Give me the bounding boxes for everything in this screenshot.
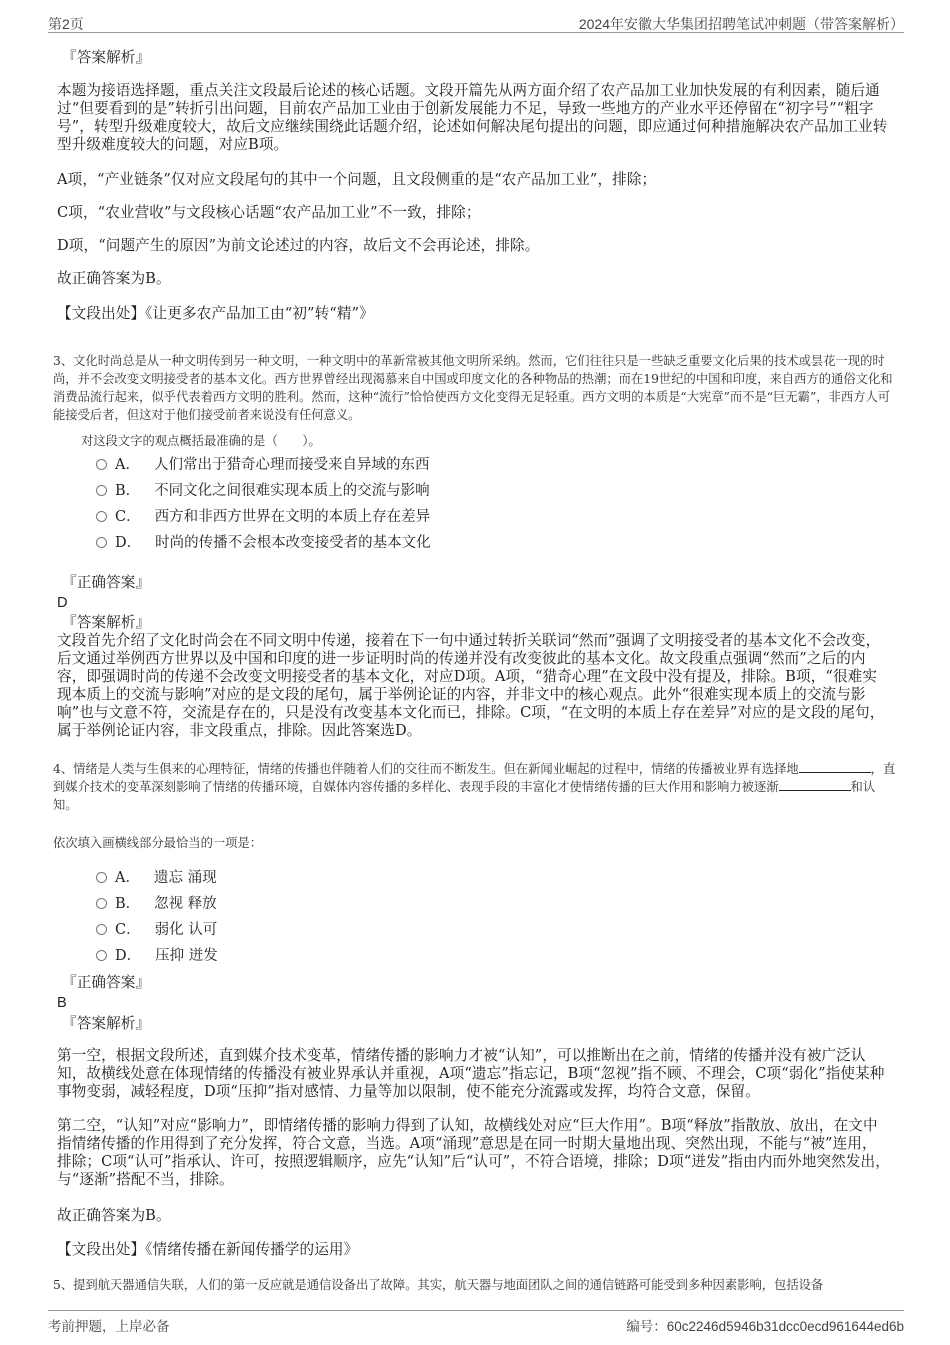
- radio-button-icon[interactable]: [96, 898, 107, 909]
- q3-question: 对这段文字的观点概括最准确的是（ ）。: [81, 434, 321, 448]
- q4-option-d[interactable]: D． 压抑 迸发: [96, 946, 218, 966]
- radio-button-icon[interactable]: [96, 459, 107, 470]
- document-title: 2024年安徽大华集团招聘笔试冲刺题（带答案解析）: [578, 16, 904, 32]
- q4-option-c[interactable]: C． 弱化 认可: [96, 920, 217, 940]
- q3-analysis: 文段首先介绍了文化时尚会在不同文明中传递，接着在下一句中通过转折关联词“然而”强调了文明接受者的基本文化不会改变，后文通过举例西方世界以及中国和印度的进一步证明时尚的传递并没有改变彼此的基本文化。故文段重点强调“然而”之后的内容，即强调时尚的传递不会改变文明接受者的基本文化，对应D项。A项，“猎奇心理”在文段中没有提及，排除。B项，“很难实现本质上的交流与影响”对应的是文段的尾句，属于举例论证的内容，并非文中的核心观点。此外“很难实现本质上的交流与影响”也与文意不符，交流是存在的，只是没有改变基本文化而已，排除。C项，“在文明的本质上存在差异”对应的是文段的尾句，属于举例论证内容，非文段重点，排除。因此答案选D。: [57, 632, 885, 739]
- q4-option-a[interactable]: A． 遗忘 涌现: [96, 868, 217, 888]
- q4-source: 【文段出处】《情绪传播在新闻传播学的运用》: [57, 1241, 359, 1258]
- q2-analysis-label: 『答案解析』: [62, 49, 151, 66]
- q4-stem: 4、情绪是人类与生俱来的心理特征，情绪的传播也伴随着人们的交往而不断发生。但在新闻业崛起的过程中，情绪的传播被业界有选择地 ，直到媒介技术的变革深刻影响了情绪的传播环境，自媒体内容传播的多样化、表现手段的丰富化才使情绪传播的巨大作用和影响力被逐渐 和认知。: [53, 762, 896, 812]
- q3-option-d[interactable]: D． 时尚的传播不会根本改变接受者的基本文化: [96, 533, 431, 553]
- q3-option-c[interactable]: C． 西方和非西方世界在文明的本质上存在差异: [96, 507, 430, 527]
- radio-button-icon[interactable]: [96, 924, 107, 935]
- q4-analysis-label: 『答案解析』: [62, 1015, 151, 1032]
- q4-answer: B: [57, 995, 67, 1011]
- q4-question: 依次填入画横线部分最恰当的一项是：: [53, 836, 263, 850]
- q3-option-b[interactable]: B． 不同文化之间很难实现本质上的交流与影响: [96, 481, 430, 501]
- q4-analysis-blank-1: 第一空，根据文段所述，直到媒介技术变革，情绪传播的影响力才被“认知”，可以推断出在之前，情绪的传播并没有被广泛认知，故横线处意在体现情绪的传播没有被业界承认并重视，A项“遗忘”指忘记，B项“忽视”指不顾、不理会，C项“弱化”指使某种事物变弱，减轻程度，D项“压抑”指对感情、力量等加以限制，使不能充分流露或发挥，均符合文意，保留。: [57, 1047, 885, 1100]
- q3-answer: D: [57, 595, 68, 611]
- q3-analysis-label: 『答案解析』: [62, 614, 151, 631]
- q3-stem: 3、文化时尚总是从一种文明传到另一种文明，一种文明中的革新常被其他文明所采纳。然而，它们往往只是一些缺乏重要文化后果的技术或昙花一现的时尚，并不会改变文明接受者的基本文化。西方世界曾经出现渴慕来自中国或印度文化的各种物品的热潮；而在19世纪的中国和印度，来自西方的通俗文化和消费品流行起来，似乎代表着西方文明的胜利。然而，这种“流行”恰恰使西方文化变得无足轻重。西方文明的本质是“大宪章”而不是“巨无霸”，非西方人可能接受后者，但这对于他们接受前者来说没有任何意义。: [53, 354, 893, 422]
- radio-button-icon[interactable]: [96, 537, 107, 548]
- q3-option-a[interactable]: A． 人们常出于猎奇心理而接受来自异域的东西: [96, 455, 429, 475]
- page-header: [48, 12, 904, 33]
- q2-option-c-analysis: C项，“农业营收”与文段核心话题“农产品加工业”不一致，排除；: [57, 204, 481, 221]
- radio-button-icon[interactable]: [96, 511, 107, 522]
- q2-analysis-paragraph: 本题为接语选择题，重点关注文段最后论述的核心话题。文段开篇先从两方面介绍了农产品加工业加快发展的有利因素，随后通过“但要看到的是”转折引出问题，目前农产品加工业由于创新发展能力不足，导致一些地方的产业水平还停留在“初字号”“粗字号”，转型升级难度较大，故后文应继续围绕此话题介绍，论述如何解决尾句提出的问题，即应通过何种措施解决农产品加工业转型升级难度较大的问题，对应B项。: [57, 82, 888, 153]
- radio-button-icon[interactable]: [96, 872, 107, 883]
- footer-slogan: 考前押题，上岸必备: [48, 1319, 170, 1334]
- q4-option-b[interactable]: B． 忽视 释放: [96, 894, 217, 914]
- q2-source: 【文段出处】《让更多农产品加工由“初”转“精”》: [57, 305, 374, 322]
- radio-button-icon[interactable]: [96, 950, 107, 961]
- q4-blank-1: [799, 760, 871, 773]
- q2-option-a-analysis: A项，“产业链条”仅对应文段尾句的其中一个问题，且文段侧重的是“农产品加工业”，排除；: [57, 171, 657, 188]
- q4-conclusion: 故正确答案为B。: [57, 1207, 171, 1224]
- page-number: 第2页: [48, 16, 84, 32]
- q2-option-d-analysis: D项，“问题产生的原因”为前文论述过的内容，故后文不会再论述，排除。: [57, 237, 540, 254]
- q2-conclusion: 故正确答案为B。: [57, 270, 171, 287]
- q4-analysis-blank-2: 第二空，“认知”对应“影响力”，即情绪传播的影响力得到了认知，故横线处对应“巨大作用”。B项“释放”指散放、放出，在文中指情绪传播的作用得到了充分发挥，符合文意，当选。A项“涌现”意思是在同一时期大量地出现、突然出现，不能与“被”连用，排除；C项“认可”指承认、许可，按照逻辑顺序，应先“认知”后“认可”，不符合语境，排除；D项“迸发”指由内而外地突然发出，与“逐渐”搭配不当，排除。: [57, 1117, 890, 1188]
- q5-stem: 5、提到航天器通信失联，人们的第一反应就是通信设备出了故障。其实，航天器与地面团队之间的通信链路可能受到多种因素影响，包括设备: [53, 1278, 824, 1292]
- q3-answer-label: 『正确答案』: [62, 574, 151, 591]
- q4-answer-label: 『正确答案』: [62, 974, 151, 991]
- q4-blank-2: [779, 778, 851, 791]
- page-footer: [48, 1310, 904, 1335]
- document-code: 编号：60c2246d5946b31dcc0ecd961644ed6b: [626, 1319, 904, 1334]
- radio-button-icon[interactable]: [96, 485, 107, 496]
